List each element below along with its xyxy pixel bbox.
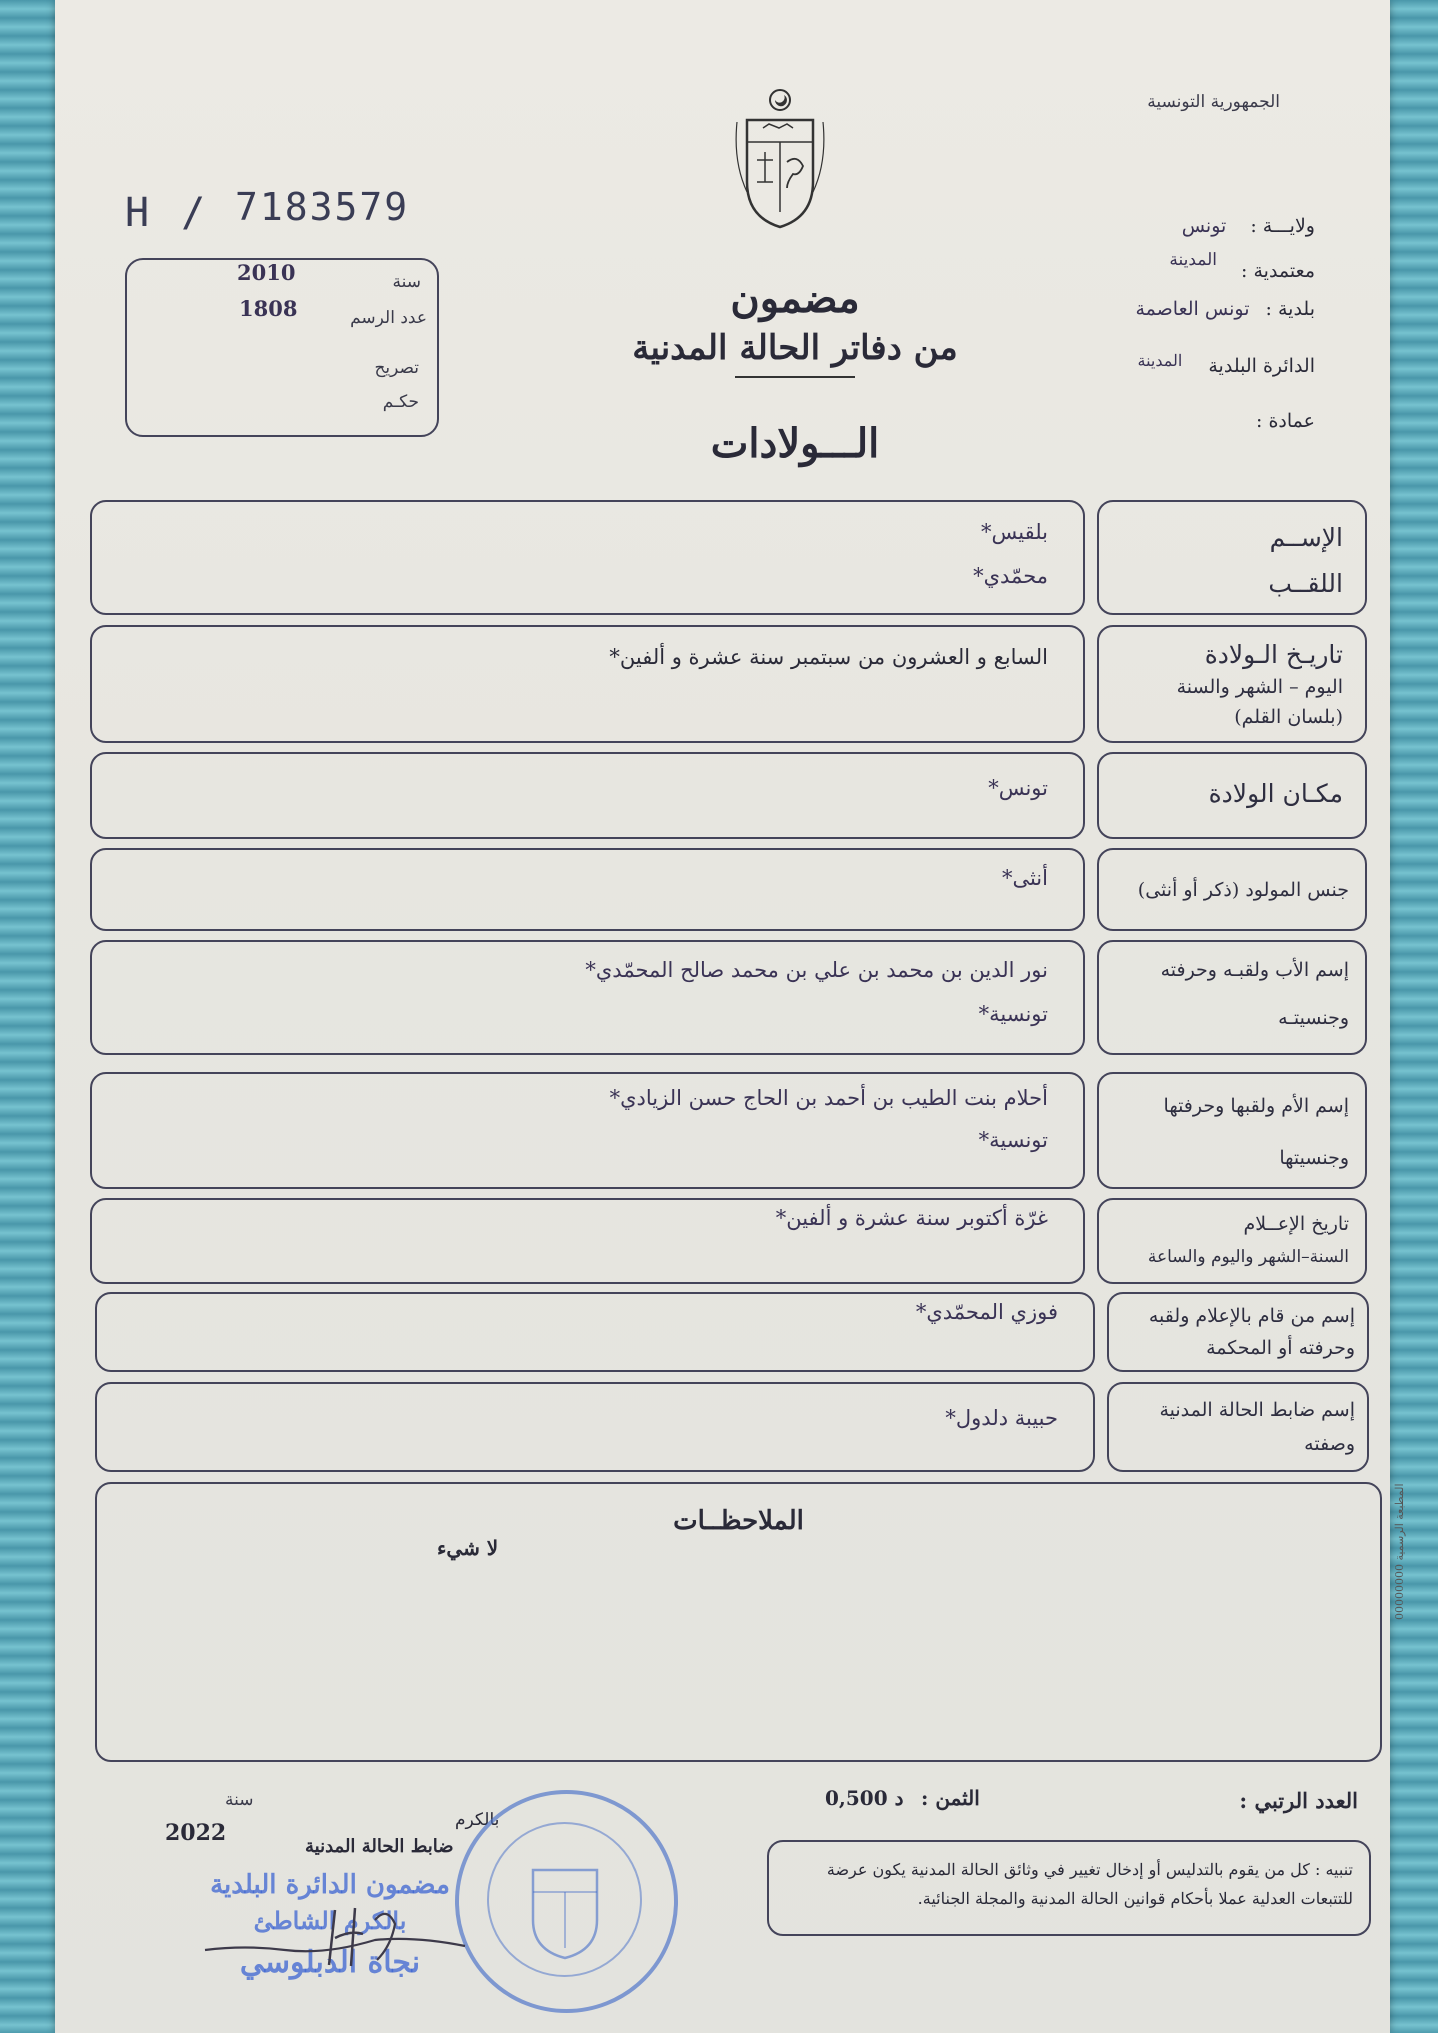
value-cell-declarant [95, 1292, 1095, 1372]
municipal-district-value: المدينة [1137, 351, 1183, 370]
order-number-label: العدد الرتبي : [1239, 1788, 1358, 1813]
officer-signature-label: ضابط الحالة المدنية [305, 1836, 454, 1857]
label-officer-title: وصفته [1304, 1433, 1355, 1455]
tunisia-coat-of-arms-icon [735, 82, 825, 232]
birth-certificate-document [55, 0, 1406, 2033]
label-cell-sex [1097, 848, 1367, 931]
price-label: الثمن : [921, 1786, 980, 1810]
label-cell-officer [1107, 1382, 1369, 1472]
label-cell-birth-date [1097, 625, 1367, 743]
printer-mark: المطبعة الرسمية 00000000 [1393, 1483, 1406, 1620]
remarks-box [95, 1482, 1382, 1762]
value-cell-birth-date [90, 625, 1085, 743]
remarks-value: لا شيء [437, 1536, 499, 1560]
stamp-line-1: مضمون الدائرة البلدية [210, 1870, 450, 1900]
value-birth-place: تونس* [988, 776, 1048, 800]
registry-year-value: 2010 [237, 260, 296, 285]
label-cell-declarant [1107, 1292, 1369, 1372]
stamp-line-3: نجاة الدبلوسي [239, 1945, 421, 1980]
municipal-district-label: الدائرة البلدية [1208, 355, 1315, 377]
label-cell-father [1097, 940, 1367, 1055]
governorate-value: تونس [1181, 215, 1227, 237]
footer-year-value: 2022 [165, 1820, 227, 1846]
value-birth-date: السابع و العشرون من سبتمبر سنة عشرة و ألفين* [609, 645, 1048, 669]
record-number-value: 1808 [239, 296, 298, 321]
label-cell-name [1097, 500, 1367, 615]
declaration-label: تصريح [374, 358, 419, 378]
label-declarant: إسم من قام بالإعلام ولقبه [1148, 1305, 1355, 1327]
value-declarant: فوزي المحمّدي* [915, 1300, 1058, 1324]
value-father-nationality: تونسية* [978, 1002, 1048, 1026]
municipality-label: بلدية : [1265, 298, 1315, 320]
stamp-emblem-icon [525, 1860, 605, 1960]
registry-box [125, 258, 439, 437]
label-cell-birth-place [1097, 752, 1367, 839]
serial-number: 7183579 [235, 185, 410, 229]
label-officer: إسم ضابط الحالة المدنية [1159, 1399, 1355, 1421]
value-mother-nationality: تونسية* [978, 1128, 1048, 1152]
stamp-line-2: بالكرم الشاطئ [253, 1906, 407, 1935]
price-value: 0,500 د [825, 1786, 904, 1810]
warning-box [767, 1840, 1371, 1936]
registry-year-label: سنة [392, 272, 421, 292]
municipality-row [995, 298, 1315, 320]
governorate-label: ولايـــة : [1250, 215, 1315, 237]
delegation-label: معتمدية : [1241, 260, 1315, 282]
value-officer: حبيبة دلدول* [945, 1406, 1058, 1430]
document-title: مضمون [730, 275, 860, 322]
label-mother-nationality: وجنسيتها [1279, 1147, 1349, 1169]
value-cell-father [90, 940, 1085, 1055]
label-birth-place: مكـان الولادة [1208, 779, 1343, 808]
label-cell-declaration-date [1097, 1198, 1367, 1284]
value-declaration-date: غرّة أكتوبر سنة عشرة و ألفين* [775, 1206, 1048, 1230]
label-birth-date-words: (بلسان القلم) [1234, 706, 1343, 728]
judgment-label: حكـم [382, 392, 419, 412]
label-father: إسم الأب ولقبـه وحرفته [1160, 959, 1349, 981]
delegation-row [1055, 250, 1315, 282]
label-declaration-date: تاريخ الإعــلام [1243, 1213, 1349, 1235]
document-subtitle: من دفاتر الحالة المدنية [632, 328, 958, 368]
value-cell-sex [90, 848, 1085, 931]
subtitle-underline [735, 376, 855, 378]
value-father: نور الدين بن محمد بن علي بن محمد صالح المحمّدي* [585, 958, 1048, 982]
omda-label: عمادة : [1256, 410, 1315, 432]
remarks-title: الملاحظــات [673, 1506, 804, 1536]
label-declaration-date-detail: السنة–الشهر واليوم والساعة [1147, 1247, 1349, 1267]
value-mother: أحلام بنت الطيب بن أحمد بن الحاج حسن الزيادي* [609, 1086, 1048, 1110]
section-title-births: الـــولادات [710, 420, 880, 467]
municipality-value: تونس العاصمة [1135, 298, 1250, 320]
governorate-row [1055, 215, 1315, 237]
value-first-name: بلقيس* [980, 520, 1048, 544]
label-birth-date: تاريـخ الـولادة [1204, 640, 1343, 669]
label-first-name: الإســم [1269, 523, 1343, 552]
delegation-value: المدينة [1169, 250, 1217, 270]
label-father-nationality: وجنسيتـه [1278, 1007, 1349, 1029]
label-birth-date-detail: اليوم – الشهر والسنة [1176, 676, 1343, 698]
value-sex: أنثى* [1001, 866, 1048, 890]
footer-year-label: سنة [225, 1790, 254, 1810]
officer-location: بالكرم [455, 1810, 500, 1830]
label-cell-mother [1097, 1072, 1367, 1189]
value-surname: محمّدي* [973, 564, 1048, 588]
label-mother: إسم الأم ولقبها وحرفتها [1163, 1095, 1349, 1117]
value-cell-name [90, 500, 1085, 615]
record-number-label: عدد الرسم [350, 308, 427, 328]
handwritten-signature [185, 1880, 485, 1990]
label-surname: اللقــب [1268, 569, 1343, 598]
value-cell-declaration-date [90, 1198, 1085, 1284]
municipal-district-row [995, 351, 1315, 377]
serial-prefix: H / [125, 190, 210, 236]
label-sex: جنس المولود (ذكر أو أنثى) [1137, 879, 1349, 901]
label-declarant-profession: وحرفته أو المحكمة [1206, 1337, 1355, 1359]
warning-text: تنبيه : كل من يقوم بالتدليس أو إدخال تغيير في وثائق الحالة المدنية يكون عرضة للتتبعات العدلية عملا بأحكام قوانين الحالة المدنية والمجلة الجنائية. [826, 1860, 1353, 1908]
republic-label: الجمهورية التونسية [1147, 92, 1280, 112]
value-cell-birth-place [90, 752, 1085, 839]
value-cell-mother [90, 1072, 1085, 1189]
value-cell-officer [95, 1382, 1095, 1472]
